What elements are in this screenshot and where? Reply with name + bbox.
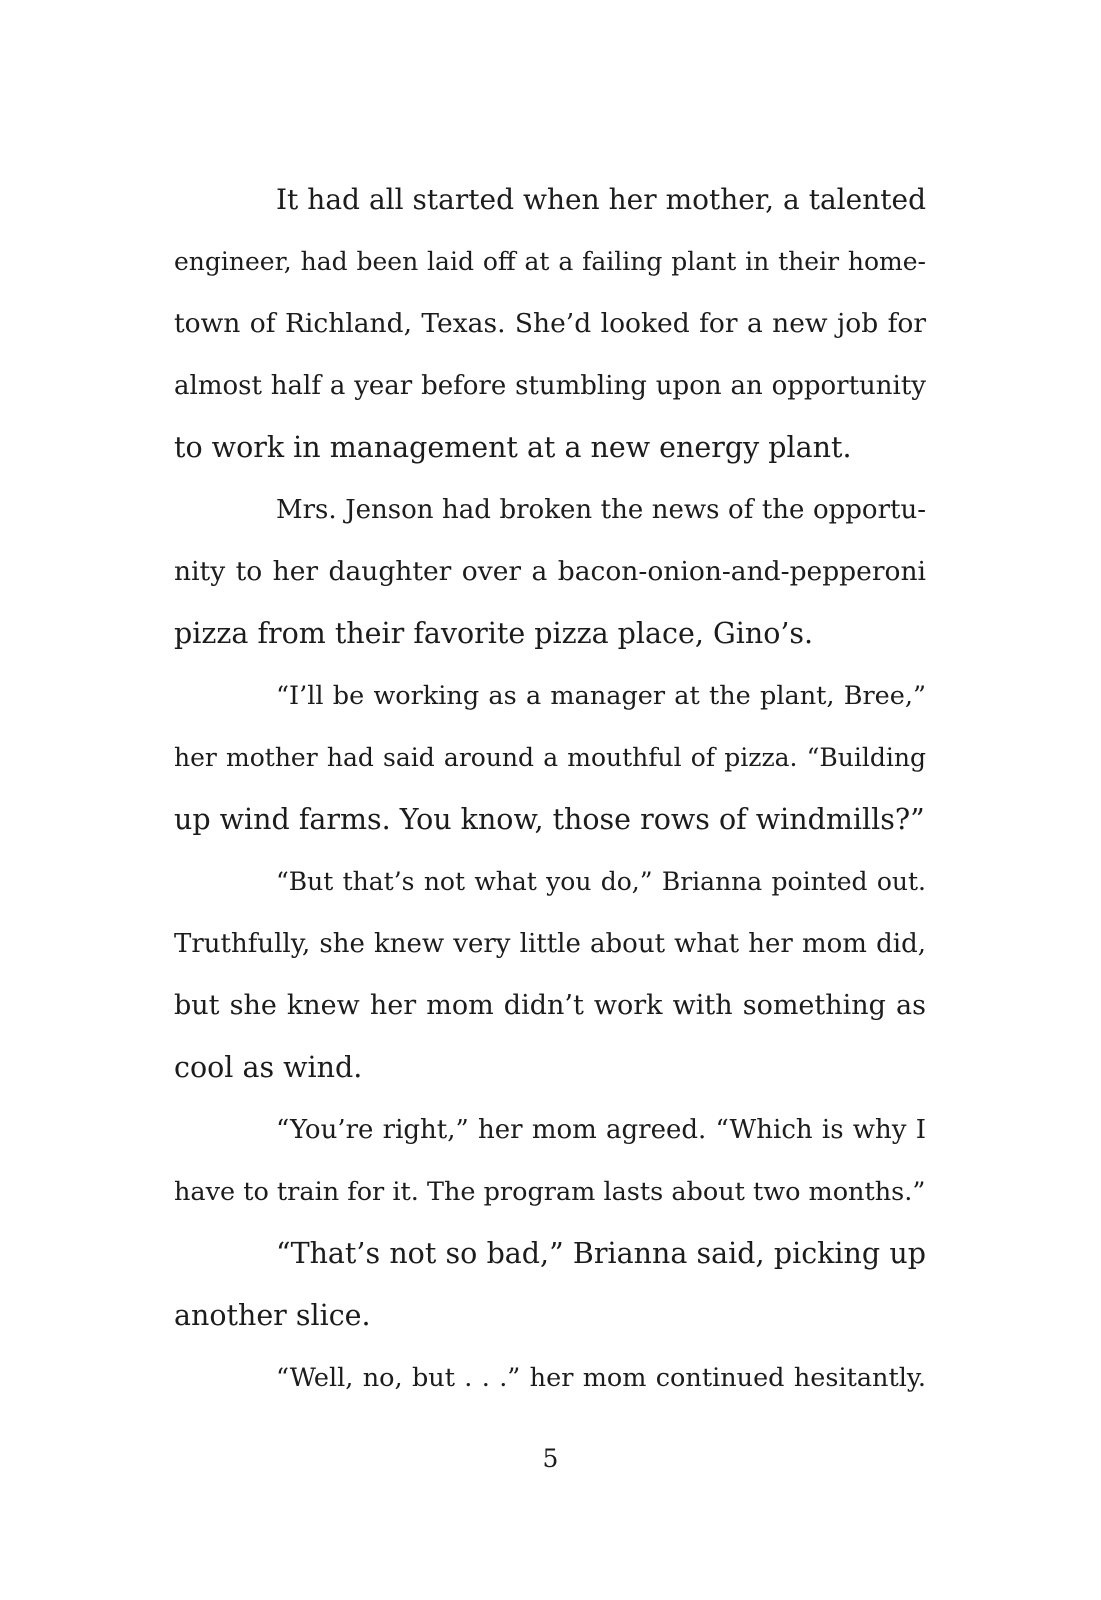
text-line: almost half a year before stumbling upon an opportunity xyxy=(174,371,926,401)
text-line: pizza from their favorite pizza place, Gino’s. xyxy=(174,617,814,650)
text-line: town of Richland, Texas. She’d looked for a new job for xyxy=(174,308,926,339)
page-number: 5 xyxy=(542,1444,559,1473)
text-line: to work in management at a new energy plant. xyxy=(174,431,852,464)
text-line: “I’ll be working as a manager at the plant, Bree,” xyxy=(276,681,926,711)
text-line: It had all started when her mother, a talented xyxy=(276,183,926,216)
text-line: but she knew her mom didn’t work with something as xyxy=(174,990,926,1021)
text-line: engineer, had been laid off at a failing plant in their home- xyxy=(174,247,926,276)
text-line: “That’s not so bad,” Brianna said, picking up xyxy=(276,1237,926,1270)
text-line: “You’re right,” her mom agreed. “Which is why I xyxy=(276,1115,926,1145)
body-text xyxy=(174,169,926,1409)
text-line: “Well, no, but . . .” her mom continued hesitantly. xyxy=(276,1363,926,1393)
text-line: have to train for it. The program lasts about two months.” xyxy=(174,1177,926,1207)
text-line: her mother had said around a mouthful of pizza. “Building xyxy=(174,743,926,772)
text-line: Truthfully, she knew very little about what her mom did, xyxy=(174,929,926,959)
text-line: up wind farms. You know, those rows of windmills?” xyxy=(174,803,925,836)
text-line: “But that’s not what you do,” Brianna pointed out. xyxy=(276,867,926,896)
text-line: another slice. xyxy=(174,1299,371,1332)
text-line: Mrs. Jenson had broken the news of the opportu- xyxy=(276,495,926,525)
text-line: nity to her daughter over a bacon-onion-and-pepperoni xyxy=(174,556,926,587)
text-line: cool as wind. xyxy=(174,1051,363,1084)
